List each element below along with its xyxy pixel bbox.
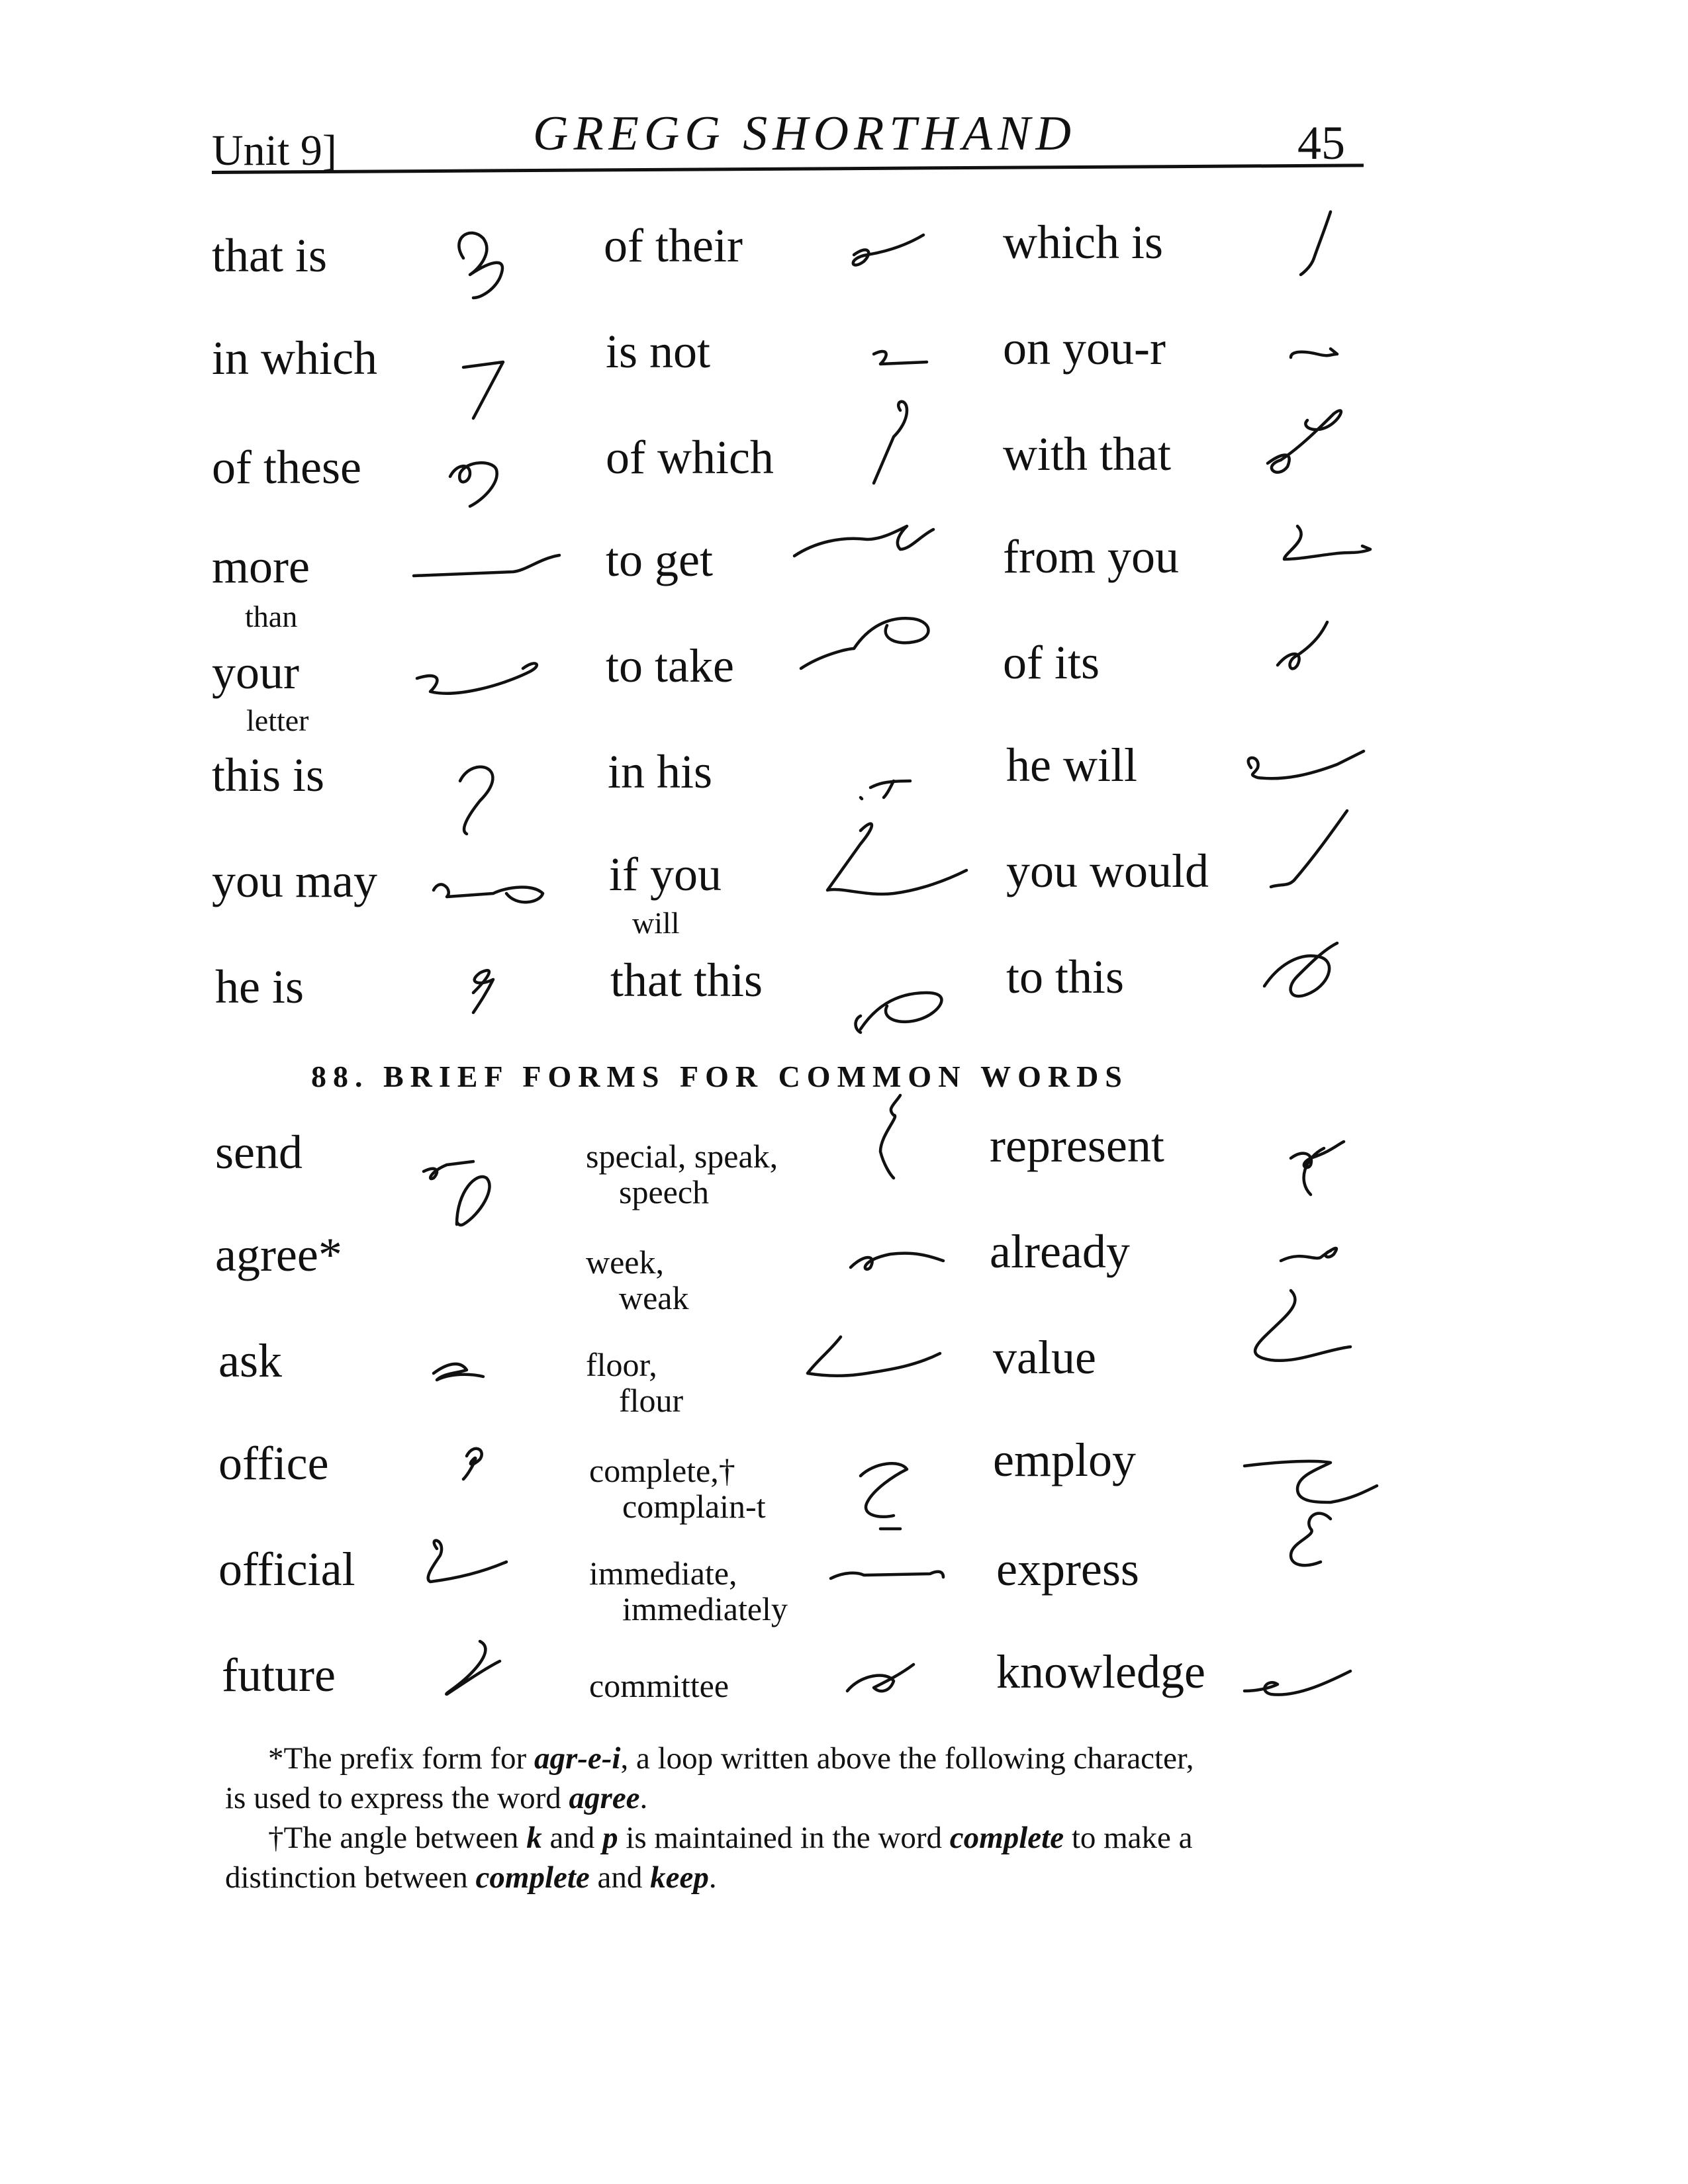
brief-form-word: represent [990, 1119, 1164, 1172]
brief-form-word: value [993, 1331, 1096, 1384]
brief-form-word-pair [586, 1244, 689, 1316]
shorthand-outline [1264, 943, 1337, 996]
phrase-word: of which [606, 431, 774, 484]
shorthand-outline [434, 884, 543, 902]
phrase-word: which is [1003, 216, 1163, 269]
shorthand-outline [851, 1253, 943, 1269]
phrase-word: that this [610, 954, 763, 1007]
shorthand-outline [1301, 212, 1331, 275]
shorthand-outline [827, 824, 966, 894]
brief-form-word: agree* [215, 1228, 342, 1281]
shorthand-outline [1255, 1291, 1350, 1361]
shorthand-outline [1291, 1514, 1331, 1566]
shorthand-outline [801, 618, 929, 668]
shorthand-outline [1244, 1461, 1377, 1502]
shorthand-outline [1278, 622, 1327, 668]
shorthand-outline [808, 1337, 940, 1376]
shorthand-outline [831, 1572, 943, 1578]
shorthand-outline [1284, 526, 1370, 559]
phrase-word: you may [212, 854, 377, 907]
phrase-word: on you-r [1003, 322, 1166, 375]
phrase-word: your [212, 646, 299, 699]
phrase-word: is not [606, 325, 711, 378]
phrase-word: with that [1003, 428, 1171, 480]
shorthand-outline [794, 526, 933, 556]
shorthand-outline [434, 1364, 483, 1380]
shorthand-outline [1244, 1671, 1350, 1695]
phrase-word: of their [604, 219, 743, 272]
shorthand-outline [424, 1161, 473, 1179]
shorthand-outline [463, 362, 503, 418]
brief-form-line: week, [586, 1244, 664, 1281]
phrase-subword: letter [246, 704, 309, 737]
brief-form-word: office [218, 1437, 329, 1490]
phrase-word: more [212, 540, 310, 593]
phrase-word: in which [212, 332, 377, 385]
brief-form-word: ask [218, 1334, 282, 1387]
shorthand-outline [853, 235, 923, 265]
brief-form-word: official [218, 1543, 355, 1596]
shorthand-outline [1291, 349, 1337, 357]
brief-form-line: immediate, [589, 1555, 737, 1592]
footnote-agree-line2: is used to express the word agree. [225, 1781, 648, 1815]
shorthand-outline [414, 555, 559, 576]
unit-label: Unit 9] [212, 126, 337, 175]
phrase-word: of these [212, 441, 361, 494]
phrase-word: this is [212, 749, 325, 801]
shorthand-outline [847, 1664, 914, 1691]
brief-form-line: complete,† [589, 1452, 735, 1489]
shorthand-outline [861, 1463, 907, 1529]
section-title: BRIEF FORMS FOR COMMON WORDS [383, 1060, 1129, 1093]
footnote-agree-line1: *The prefix form for agr-e-i, a loop written above the following character, [268, 1741, 1194, 1776]
phrase-word: if you [609, 848, 722, 901]
section-number: 88. [311, 1060, 369, 1093]
brief-form-word-pair [589, 1555, 788, 1627]
brief-form-line: flour [619, 1382, 684, 1419]
brief-form-word: already [990, 1225, 1130, 1278]
brief-form-word: employ [993, 1433, 1136, 1486]
shorthand-outline [463, 1449, 482, 1479]
shorthand-outline [1271, 811, 1347, 887]
brief-form-line: speech [619, 1173, 710, 1210]
brief-form-line: complain-t [622, 1488, 766, 1525]
brief-form-word-pair [586, 1347, 683, 1418]
footnote-complete-line1: †The angle between k and p is maintained in the word complete to make a [268, 1821, 1193, 1855]
brief-form-word: committee [589, 1667, 729, 1704]
phrase-word: that is [212, 229, 327, 282]
shorthand-outline [880, 1095, 900, 1178]
brief-form-word: knowledge [996, 1645, 1205, 1698]
shorthand-outline [856, 993, 942, 1032]
shorthand-outline [450, 463, 497, 506]
phrase-word: to this [1006, 950, 1125, 1003]
brief-form-word: future [222, 1649, 336, 1702]
shorthand-outline [459, 233, 502, 298]
phrase-word: to get [606, 533, 713, 586]
shorthand-outline [457, 1177, 490, 1225]
footnote-complete-line2: distinction between complete and keep. [225, 1860, 717, 1895]
header-rule [212, 163, 1364, 174]
shorthand-outline [428, 1541, 506, 1582]
phrase-word: he will [1006, 739, 1137, 792]
brief-form-line: weak [619, 1279, 689, 1316]
phrase-word: he is [215, 960, 304, 1013]
page-title: GREGG SHORTHAND [533, 107, 1076, 161]
phrase-word: of its [1003, 636, 1100, 689]
shorthand-outline [1248, 751, 1364, 778]
brief-form-line: special, speak, [586, 1138, 778, 1175]
phrase-subword: than [245, 600, 298, 633]
brief-form-line: immediately [622, 1590, 788, 1627]
shorthand-outline [446, 1641, 500, 1694]
phrase-subword: will [632, 906, 680, 940]
phrase-word: from you [1003, 530, 1179, 583]
page-number: 45 [1297, 116, 1345, 169]
phrase-word: to take [606, 639, 734, 692]
brief-form-word: express [996, 1543, 1139, 1596]
shorthand-outline [460, 767, 492, 834]
brief-form-line: floor, [586, 1346, 657, 1383]
shorthand-outline [874, 351, 927, 364]
brief-form-word-pair [589, 1453, 766, 1524]
shorthand-outline [417, 663, 537, 693]
brief-form-word-pair [586, 1138, 778, 1210]
section-heading [311, 1059, 1129, 1094]
shorthand-outline [1291, 1142, 1344, 1195]
shorthand-outline [1268, 410, 1341, 472]
brief-form-word: send [215, 1126, 303, 1179]
shorthand-outline [874, 402, 907, 483]
shorthand-outline [861, 781, 910, 799]
phrase-word: you would [1006, 844, 1209, 897]
phrase-word: in his [608, 745, 713, 798]
shorthand-outline [473, 970, 493, 1013]
shorthand-outline [1281, 1248, 1336, 1261]
